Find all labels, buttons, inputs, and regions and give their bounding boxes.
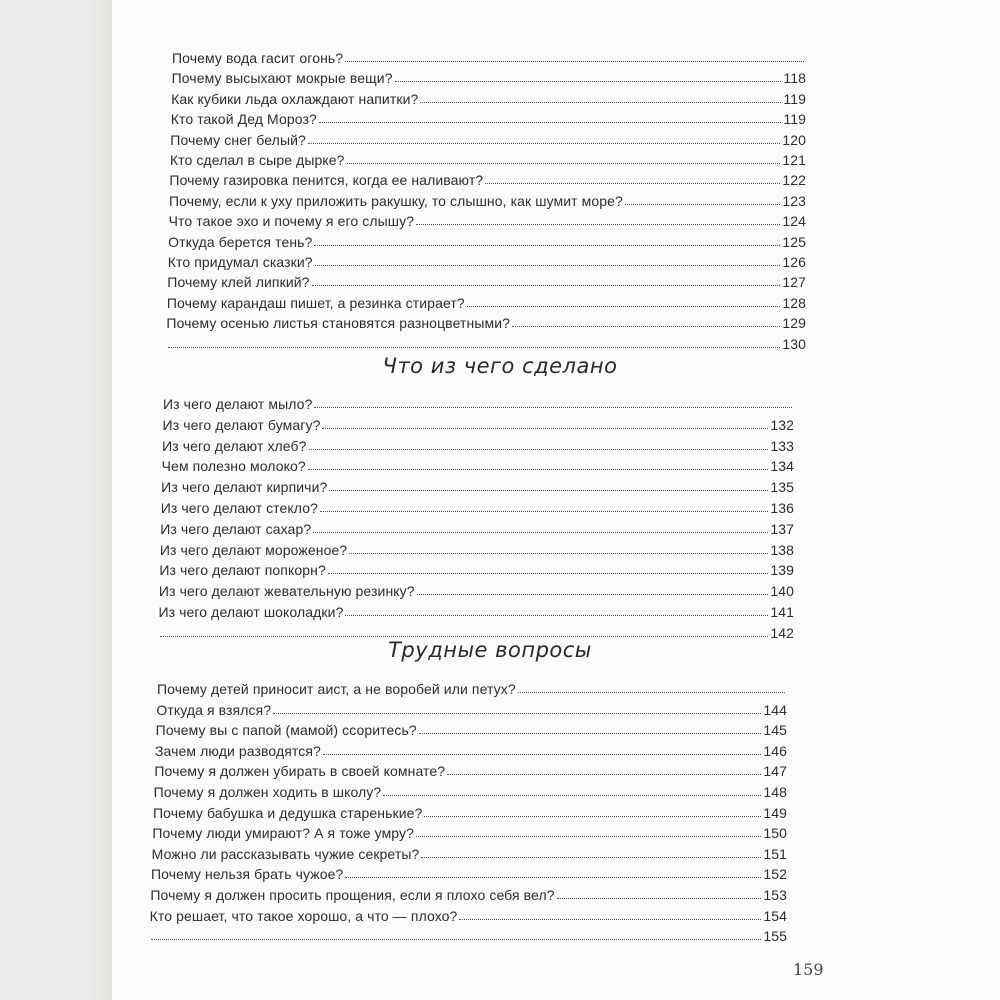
toc-entry xyxy=(153,799,787,821)
toc-entry xyxy=(152,840,787,862)
toc-entry xyxy=(172,44,806,66)
toc-dot-leader xyxy=(424,815,761,817)
toc-dot-leader xyxy=(322,427,768,429)
toc-entry xyxy=(155,737,787,759)
toc-entry-page: 149 xyxy=(763,804,787,821)
toc-entry xyxy=(168,248,806,270)
toc-entry-question: Почему осенью листья становятся разноцветными? xyxy=(166,315,511,332)
toc-entry xyxy=(171,85,806,107)
toc-dot-leader xyxy=(309,448,769,450)
toc-entry-question: Кто придумал сказки? xyxy=(167,254,313,270)
toc-dot-leader xyxy=(308,142,780,144)
toc-dot-leader xyxy=(314,244,780,246)
toc-dot-leader xyxy=(168,346,780,348)
toc-dot-leader xyxy=(349,552,768,554)
toc-entry-question: Из чего делают жевательную резинку? xyxy=(158,583,415,600)
toc-dot-leader xyxy=(347,162,781,164)
toc-dot-leader xyxy=(319,121,782,123)
toc-entry xyxy=(163,411,794,433)
toc-dot-leader xyxy=(467,305,781,307)
toc-dot-leader xyxy=(315,264,781,266)
toc-entry xyxy=(161,494,794,516)
toc-entry-page: 127 xyxy=(782,274,806,291)
section-heading-what-from-what: Что из чего сделано xyxy=(382,354,618,378)
section-heading-hard-questions: Трудные вопросы xyxy=(388,638,592,662)
toc-entry xyxy=(168,228,806,250)
toc-entry-question: Из чего делают кирпичи? xyxy=(161,479,328,496)
toc-dot-leader xyxy=(419,732,762,734)
toc-entry-page: 154 xyxy=(763,907,787,924)
toc-entry-question: Из чего делают стекло? xyxy=(160,500,319,516)
toc-entry xyxy=(159,577,794,599)
toc-entry-page: 129 xyxy=(782,315,806,332)
toc-entry-question: Из чего делают мороженое? xyxy=(159,541,348,558)
toc-entry xyxy=(167,289,806,311)
toc-entry-question: Из чего делают хлеб? xyxy=(162,437,307,454)
toc-dot-leader xyxy=(447,773,761,775)
toc-entry xyxy=(152,819,787,841)
toc-entry-page: 144 xyxy=(763,701,787,718)
toc-dot-leader xyxy=(557,897,762,899)
toc-entry-page: 141 xyxy=(770,604,794,620)
toc-entry-page: 122 xyxy=(782,172,806,189)
toc-dot-leader xyxy=(323,753,761,755)
toc-entry xyxy=(160,515,794,537)
toc-entry-question: Из чего делают сахар? xyxy=(160,520,312,537)
toc-entry xyxy=(162,452,794,474)
toc-dot-leader xyxy=(345,876,761,878)
toc-entry xyxy=(150,881,787,903)
toc-dot-leader xyxy=(625,203,780,205)
toc-dot-leader xyxy=(416,223,780,225)
toc-dot-leader xyxy=(459,918,761,920)
toc-entry-question: Откуда я взялся? xyxy=(156,701,272,718)
toc-entry-question: Почему клей липкий? xyxy=(167,274,310,291)
toc-entry-question: Кто решает, что такое хорошо, а что — плохо? xyxy=(149,907,458,924)
toc-entry-question: Почему люди умирают? А я тоже умру? xyxy=(152,825,415,842)
toc-entry-page: 146 xyxy=(763,742,787,759)
toc-entry-page: 135 xyxy=(770,479,794,496)
toc-entry-question: Чем полезно молоко? xyxy=(161,458,306,475)
toc-dot-leader xyxy=(151,938,761,940)
toc-entry-page: 140 xyxy=(770,583,794,600)
toc-dot-leader xyxy=(512,325,780,327)
toc-dot-leader xyxy=(273,712,761,714)
toc-entry-page: 119 xyxy=(783,90,806,107)
toc-entry-page: 118 xyxy=(783,70,806,87)
toc-entry xyxy=(166,330,806,352)
toc-dot-leader xyxy=(421,856,761,858)
toc-entry xyxy=(159,556,794,578)
toc-entry-question: Из чего делают попкорн? xyxy=(159,562,326,579)
toc-entry-page: 148 xyxy=(763,784,787,800)
toc-entry-page: 139 xyxy=(770,562,794,579)
toc-entry xyxy=(169,187,806,209)
toc-dot-leader xyxy=(395,80,782,82)
toc-entry-page: 138 xyxy=(770,541,794,558)
toc-dot-leader xyxy=(328,572,768,574)
toc-entry xyxy=(156,716,787,738)
toc-entry-question: Из чего делают бумагу? xyxy=(162,416,321,433)
toc-dot-leader xyxy=(345,60,804,62)
toc-entry-page: 128 xyxy=(782,294,806,311)
toc-entry xyxy=(167,268,806,290)
toc-entry-page: 152 xyxy=(763,866,787,883)
toc-entry-question: Почему газировка пенится, когда ее наливают? xyxy=(169,172,484,189)
toc-entry-question: Кто такой Дед Мороз? xyxy=(170,111,317,128)
toc-entry-page: 136 xyxy=(770,500,794,516)
toc-entry xyxy=(170,146,806,168)
toc-dot-leader xyxy=(518,691,785,693)
toc-entry-page: 121 xyxy=(782,152,806,168)
toc-entry-page: 145 xyxy=(763,722,787,739)
toc-entry-question: Как кубики льда охлаждают напитки? xyxy=(171,90,419,107)
toc-entry xyxy=(172,64,806,86)
toc-dot-leader xyxy=(308,468,769,470)
toc-entry-page: 123 xyxy=(782,192,806,209)
toc-entry-question: Из чего делают шоколадки? xyxy=(158,604,344,620)
toc-entry-page: 119 xyxy=(783,111,806,128)
toc-entry-question: Почему я должен ходить в школу? xyxy=(153,784,382,800)
toc-entry-question: Кто сделал в сыре дырке? xyxy=(169,152,345,168)
toc-dot-leader xyxy=(313,531,768,533)
toc-dot-leader xyxy=(345,614,768,616)
toc-entry xyxy=(169,166,806,188)
toc-entry-page: 125 xyxy=(782,233,806,250)
toc-entry-question: Почему вы с папой (мамой) ссоритесь? xyxy=(155,722,417,739)
toc-dot-leader xyxy=(160,635,768,637)
toc-entry-question: Почему, если к уху приложить ракушку, то слышно, как шумит море? xyxy=(169,192,623,209)
toc-entry-page: 153 xyxy=(763,887,787,903)
page-gutter-shadow xyxy=(0,0,112,1000)
toc-entry xyxy=(157,675,787,697)
toc-entry-page: 126 xyxy=(782,254,806,270)
toc-entry xyxy=(154,778,787,800)
toc-entry-page: 155 xyxy=(763,928,787,945)
toc-entry-question: Почему я должен убирать в своей комнате? xyxy=(154,763,446,780)
toc-dot-leader xyxy=(329,489,768,491)
toc-entry-question: Зачем люди разводятся? xyxy=(155,742,321,759)
toc-entry-question: Почему бабушка и дедушка старенькие? xyxy=(153,804,423,821)
toc-entry xyxy=(158,598,794,620)
toc-entry-question: Почему я должен просить прощения, если я плохо себя вел? xyxy=(150,887,555,903)
toc-entry xyxy=(162,432,794,454)
toc-entry xyxy=(163,390,794,412)
toc-dot-leader xyxy=(314,406,792,408)
toc-entry xyxy=(169,207,806,229)
toc-entry-question: Откуда берется тень? xyxy=(168,233,313,250)
toc-entry xyxy=(171,105,806,127)
toc-entry-question: Почему нельзя брать чужое? xyxy=(151,866,344,883)
toc-entry-question: Из чего делают мыло? xyxy=(163,396,313,412)
toc-dot-leader xyxy=(420,101,781,103)
toc-entry xyxy=(154,757,787,779)
toc-entry-question: Почему высыхают мокрые вещи? xyxy=(171,70,393,87)
toc-dot-leader xyxy=(485,182,780,184)
toc-entry-question: Можно ли рассказывать чужие секреты? xyxy=(151,845,420,862)
toc-entry-page: 130 xyxy=(782,335,806,352)
toc-dot-leader xyxy=(416,835,761,837)
toc-entry xyxy=(151,860,787,882)
toc-entry-question: Почему детей приносит аист, а не воробей или петух? xyxy=(157,681,516,697)
page-number: 159 xyxy=(793,960,824,979)
toc-entry-page: 142 xyxy=(770,624,794,641)
toc-entry xyxy=(160,536,794,558)
toc-dot-leader xyxy=(417,593,769,595)
toc-entry xyxy=(150,902,787,924)
toc-entry-page: 150 xyxy=(763,825,787,842)
toc-entry xyxy=(166,309,806,331)
toc-dot-leader xyxy=(312,284,781,286)
toc-entry-question: Почему снег белый? xyxy=(170,131,306,148)
toc-entry-question: Что такое эхо и почему я его слышу? xyxy=(168,213,415,230)
toc-entry-question: Почему карандаш пишет, а резинка стирает? xyxy=(166,294,465,311)
toc-dot-leader xyxy=(320,510,768,512)
toc-dot-leader xyxy=(383,794,761,796)
toc-entry-question: Почему вода гасит огонь? xyxy=(172,50,344,66)
toc-entry xyxy=(161,473,794,495)
toc-entry-page: 147 xyxy=(763,763,787,780)
toc-entry-page: 120 xyxy=(782,131,806,148)
toc-entry-page: 151 xyxy=(763,845,787,862)
toc-entry-page: 133 xyxy=(770,437,794,454)
toc-entry-page: 124 xyxy=(782,213,806,230)
toc-entry xyxy=(149,922,787,944)
toc-entry xyxy=(156,696,787,718)
toc-entry-page: 137 xyxy=(770,520,794,537)
toc-entry xyxy=(170,126,806,148)
toc-entry-page: 134 xyxy=(770,458,794,475)
toc-entry-page: 132 xyxy=(770,416,794,433)
